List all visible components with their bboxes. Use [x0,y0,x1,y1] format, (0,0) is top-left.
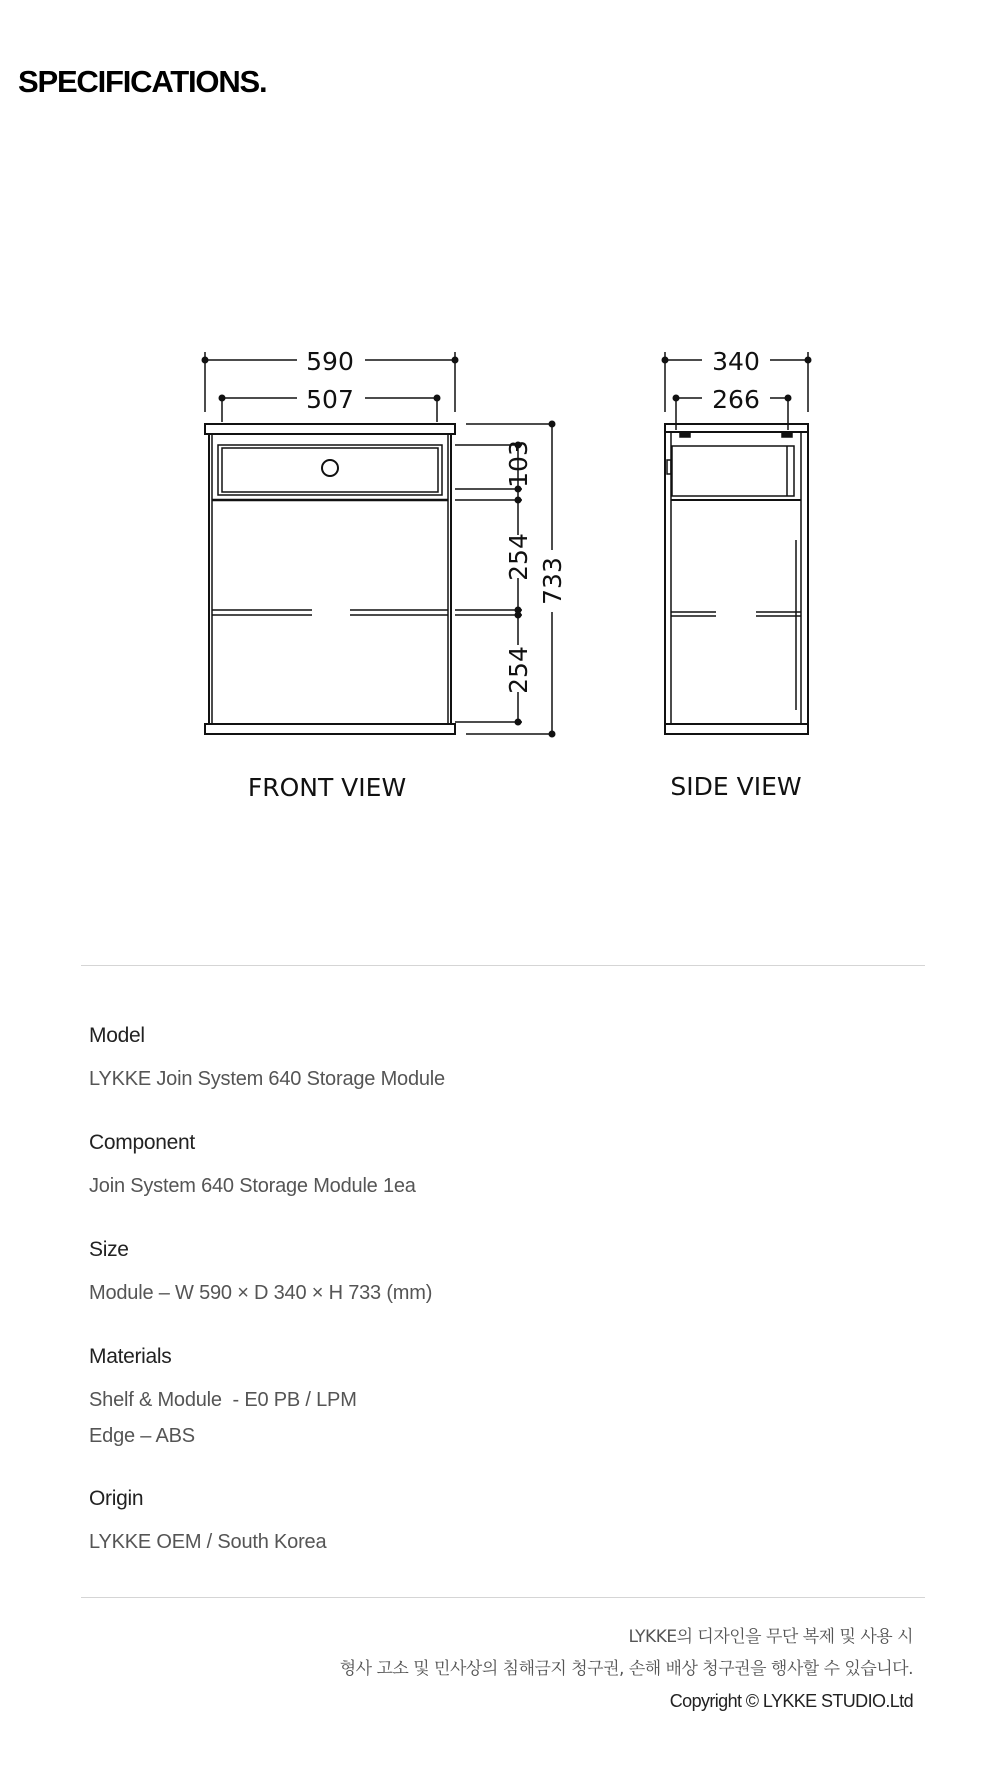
spec-line: Join System 640 Storage Module 1ea [89,1175,416,1197]
spec-line: Module – W 590 × D 340 × H 733 (mm) [89,1282,433,1304]
front-cabinet [205,424,455,734]
spec-component [89,1131,416,1204]
top-divider [81,965,925,966]
side-view-label: SIDE VIEW [670,772,802,801]
front-width-inner-label: 507 [306,385,354,414]
spec-size [89,1238,432,1311]
front-width-outer-label: 590 [306,347,354,376]
bottom-divider [81,1597,925,1598]
spec-value [89,1524,326,1560]
footer-line-2: 형사 고소 및 민사상의 침해금지 청구권, 손해 배상 청구권을 행사할 수 있습니다. [339,1659,913,1679]
spec-label: Component [89,1131,195,1154]
spec-value [89,1382,357,1454]
spec-origin [89,1487,326,1560]
spec-line: LYKKE OEM / South Korea [89,1531,327,1553]
front-drawer-height-label: 103 [504,440,533,488]
spec-label: Materials [89,1345,172,1368]
spec-line: LYKKE Join System 640 Storage Module [89,1068,445,1090]
front-mid-height-label: 254 [504,533,533,581]
spec-value [89,1061,445,1097]
side-depth-inner-label: 266 [712,385,760,414]
technical-drawing [0,330,1000,810]
spec-value [89,1275,432,1311]
spec-label: Model [89,1024,145,1047]
page-title: SPECIFICATIONS. [18,64,267,99]
footer-line-1: LYKKE의 디자인을 무단 복제 및 사용 시 [628,1627,913,1647]
spec-model [89,1024,445,1097]
side-cabinet [665,424,808,734]
spec-label: Origin [89,1487,144,1510]
spec-line: Shelf & Module - E0 PB / LPM [89,1389,357,1411]
front-bottom-height-label: 254 [504,646,533,694]
spec-value [89,1168,416,1204]
copyright: Copyright © LYKKE STUDIO.Ltd [669,1691,913,1711]
front-view-label: FRONT VIEW [247,773,407,802]
spec-label: Size [89,1238,129,1261]
footer-notice [340,1621,913,1717]
spec-line: Edge – ABS [89,1425,195,1447]
side-depth-outer-label: 340 [712,347,760,376]
spec-materials [89,1345,357,1454]
front-total-height-label: 733 [538,557,567,605]
